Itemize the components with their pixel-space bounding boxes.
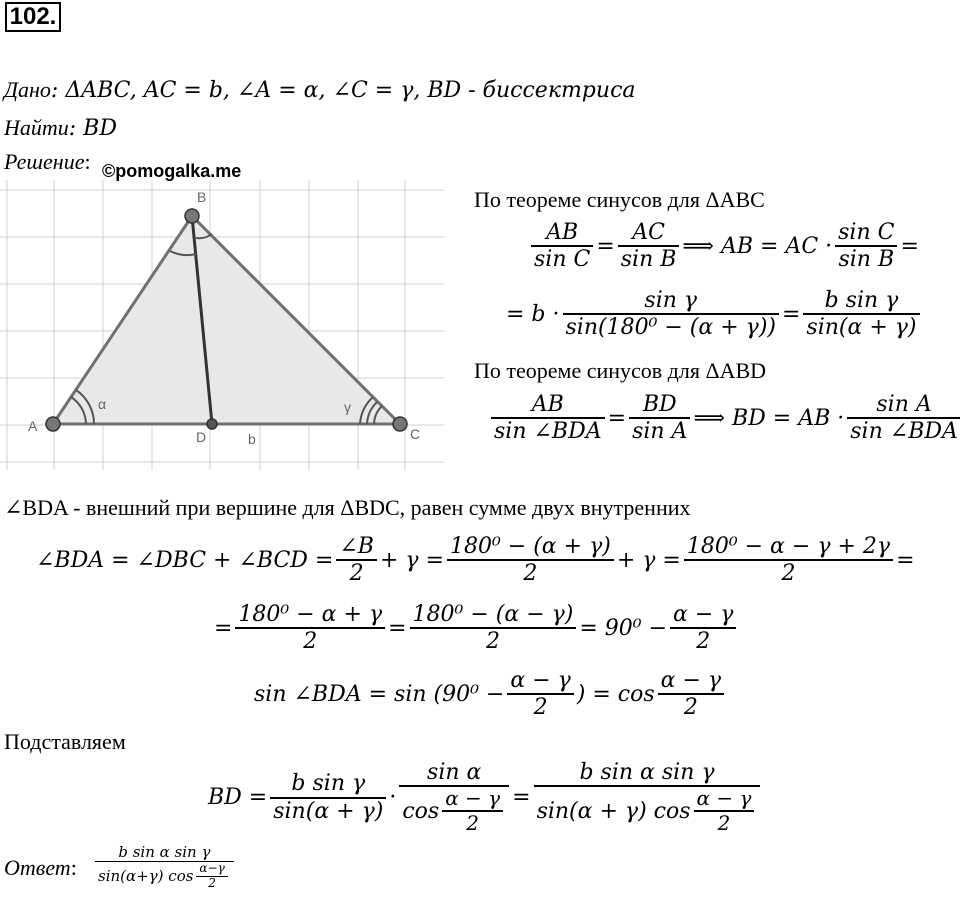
frac-den: 2	[303, 629, 318, 655]
frac-den: 2	[533, 695, 548, 721]
frac-den: 2	[466, 811, 480, 836]
frac-num: AB	[531, 392, 564, 417]
frac-num: α − γ	[660, 668, 722, 693]
answer-label-line	[4, 854, 77, 882]
substitute-label: Подставляем	[4, 729, 126, 754]
point-c	[393, 417, 407, 431]
frac-den: 2	[683, 695, 698, 721]
equals-sign: =	[596, 233, 615, 259]
frac-num: α − γ	[696, 786, 752, 811]
frac-den: 2	[208, 876, 216, 891]
given-line	[4, 76, 636, 105]
frac-num: sin C	[838, 220, 895, 245]
denominator-text: sin(α + γ) cos	[536, 798, 691, 824]
label-a: A	[28, 418, 38, 434]
problem-number: 102.	[5, 2, 61, 32]
frac-den: sin ∠BDA	[494, 419, 602, 445]
frac-num: α−γ	[199, 861, 225, 876]
frac-num: α − γ	[673, 602, 734, 627]
frac-num: b sin α sin γ	[579, 760, 715, 785]
label-b-side: b	[248, 431, 256, 447]
solution-colon: :	[84, 149, 91, 174]
frac-num: ∠B	[339, 534, 374, 559]
frac-num: b sin γ	[824, 288, 899, 313]
frac-num: sin γ	[644, 288, 698, 313]
triangle-abc	[53, 216, 400, 424]
frac-den: sin(α + γ)	[806, 315, 917, 341]
eq-lead: = b ·	[506, 301, 560, 327]
equals-sign: =	[781, 301, 801, 327]
frac-den: 2	[523, 561, 538, 587]
label-b: B	[197, 189, 207, 205]
point-a	[46, 417, 60, 431]
label-gamma: γ	[344, 399, 351, 415]
find-line	[4, 114, 117, 143]
find-text: : BD	[68, 116, 117, 141]
equals-sign: =	[512, 785, 531, 811]
sine-abc-eq1	[528, 220, 919, 273]
exterior-eq2	[214, 602, 739, 655]
frac-num: BD	[642, 392, 677, 417]
eq-part: ) = cos	[576, 681, 655, 707]
eq-part: = 90⁰ −	[579, 615, 668, 641]
triangle-figure	[0, 180, 444, 470]
implication-text: ⟹ BD = AB ·	[693, 405, 845, 431]
frac-den	[399, 787, 509, 835]
frac-num: α − γ	[510, 668, 571, 693]
cos-label: cos	[402, 798, 440, 824]
sine-theorem-abd-heading: По теореме синусов для ΔABD	[474, 358, 767, 383]
label-c: C	[410, 426, 421, 442]
substitute-eq	[208, 760, 763, 835]
answer-formula	[92, 844, 237, 891]
frac-num: AC	[632, 220, 665, 245]
given-text: : ΔABC, AC = b, ∠A = α, ∠C = γ, BD - биссектриса	[50, 78, 636, 103]
frac-num: 180⁰ − α + γ	[238, 602, 383, 627]
eq-lead: ∠BDA = ∠DBC + ∠BCD =	[36, 547, 334, 573]
exterior-angle-statement: ∠BDA - внешний при вершине для ΔBDC, равен сумме двух внутренних	[4, 495, 691, 520]
frac-den: sin B	[838, 247, 895, 273]
equals-sign: =	[388, 615, 407, 641]
frac-den: sin(α + γ)	[273, 798, 384, 824]
sine-abc-eq2	[506, 288, 923, 341]
frac-den: sin ∠BDA	[850, 419, 958, 445]
watermark: ©pomogalka.me	[102, 161, 242, 181]
frac-num: sin α	[427, 760, 482, 785]
eq-part: + γ =	[379, 547, 444, 573]
frac-den: 2	[349, 561, 364, 587]
exterior-eq3	[254, 668, 727, 721]
equals-sign: =	[214, 615, 233, 641]
point-d	[207, 419, 217, 429]
frac-den: sin A	[632, 419, 688, 445]
frac-num: 180⁰ − α − γ + 2γ	[686, 534, 891, 559]
frac-den: 2	[696, 629, 711, 655]
equals-sign: =	[900, 233, 919, 259]
eq-part: + γ =	[616, 547, 681, 573]
find-label: Найти	[4, 115, 69, 140]
answer-colon: :	[70, 855, 77, 880]
multiply-dot: ·	[389, 785, 397, 811]
frac-den: 2	[485, 629, 500, 655]
sine-abd-eq	[488, 392, 960, 445]
frac-den	[534, 787, 761, 835]
implication-text: ⟹ AB = AC ·	[682, 233, 833, 259]
label-alpha: α	[98, 396, 107, 412]
frac-den: 2	[717, 811, 731, 836]
frac-num: 180⁰ − (α − γ)	[412, 602, 574, 627]
eq-lead: BD =	[208, 785, 268, 811]
sine-theorem-abc-heading: По теореме синусов для ΔABC	[474, 187, 765, 212]
frac-num: b sin α sin γ	[118, 843, 211, 861]
label-d: D	[196, 429, 207, 445]
frac-num: sin A	[876, 392, 932, 417]
denominator-text: sin(α+γ) cos	[98, 866, 194, 885]
frac-num: α − γ	[445, 786, 501, 811]
eq-lead: sin ∠BDA = sin (90⁰ −	[254, 681, 505, 707]
frac-den: 2	[781, 561, 796, 587]
equals-sign: =	[896, 547, 915, 573]
point-b	[185, 209, 199, 223]
answer-label: Ответ	[4, 855, 71, 880]
frac-den: sin(180⁰ − (α + γ))	[565, 315, 776, 341]
frac-den	[95, 862, 234, 891]
frac-den: sin B	[620, 247, 677, 273]
exterior-eq1	[36, 534, 915, 587]
solution-label: Решение	[4, 149, 85, 174]
equals-sign: =	[607, 405, 627, 431]
frac-num: b sin γ	[291, 771, 366, 797]
frac-num: 180⁰ − (α + γ)	[449, 534, 611, 559]
solution-line	[4, 148, 91, 176]
frac-num: AB	[546, 220, 579, 245]
frac-den: sin C	[534, 247, 591, 273]
given-label: Дано	[4, 77, 51, 102]
